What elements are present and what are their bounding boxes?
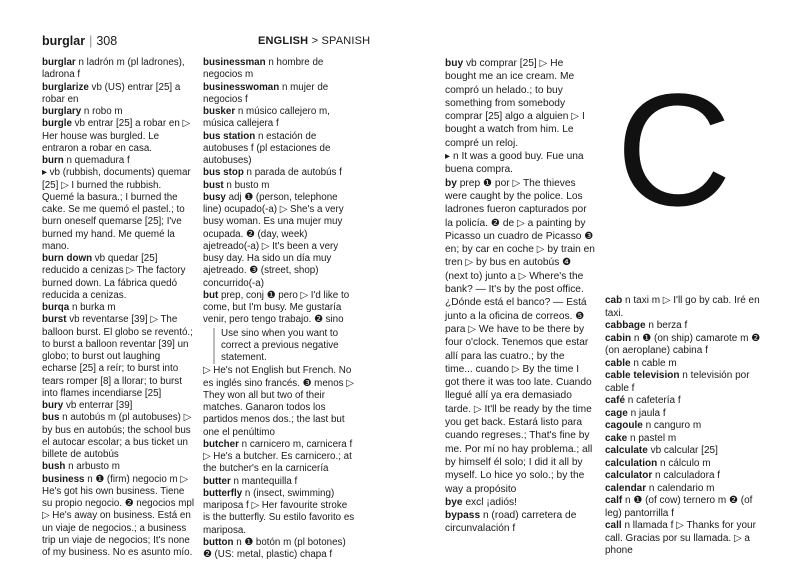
page-number: 308 <box>96 34 118 48</box>
entry-burglar: burglar n ladrón m (pl ladrones), ladrona f <box>42 57 185 81</box>
entry-by: by prep ❶ por ▷ The thieves were caught by the police. Los ladrones fueron capturados por la policía. ❷ de ▷ a painting by Picasso un cuadro de Picasso ❸ en; by car en coche ▷ by train en tren ▷ by bus en autobús ❹ (next to) junto a ▷ Where's the bank? — It's by the post office. ¿Dónde está el banco? — Está junto a la oficina de correos. ❺ para ▷ We have to be there by four o'clock. Tenemos que estar allí para las cuatro.; by the time... cuando ▷ By the time I got there it was too late. Cuando llegué allí ya era demasiado tarde. ▷ It'll be ready by the time you get back. Estará listo para cuando regreses.; That's fine by me. Por mí no hay problema.; all by himself él solo; I did it all by myself. Lo hice yo solo.; by the way a propósito <box>445 177 595 495</box>
entry-buy: buy vb comprar [25] ▷ He bought me an ice cream. Me compró un helado.; to buy something from somebody comprar [25] algo a alguien ▷ I bought a watch from him. Le compré un reloj. <box>445 58 585 149</box>
entry-button: button n ❶ botón m (pl botones) ❷ (US: metal, plastic) chapa f <box>203 536 346 560</box>
entry-buy-noun: ▸ n It was a good buy. Fue una buena compra. <box>445 151 584 176</box>
entry-butterfly: butterfly n (insect, swimming) mariposa f ▷ Her favourite stroke is the butterfly. Su estilo favorito es mariposa. <box>203 487 355 536</box>
entry-busy: busy adj ❶ (person, telephone line) ocupado(-a) ▷ She's a very busy woman. Es una mujer muy ocupada. ❷ (day, week) ajetreado(-a) ▷ It's been a very busy day. Ha sido un día muy ajetreado. ❸ (street, shop) concurrido(-a) <box>203 191 344 289</box>
entry-busker: busker n músico callejero m, música callejera f <box>203 106 330 130</box>
entry-cafe: café n cafetería f <box>605 395 681 406</box>
entry-burn-verb: ▸ vb (rubbish, documents) quemar [25] ▷ I burned the rubbish. Quemé la basura.; I burned the cake. Se me quemó el pastel.; to burn oneself quemarse [25]; I've burned my hand. Me quemé la mano. <box>42 167 191 252</box>
column-4 <box>605 295 765 558</box>
column-2 <box>203 57 356 561</box>
entry-butcher: butcher n carnicero m, carnicera f ▷ He's a butcher. Es carnicero.; at the butcher's en la carnicería <box>203 438 353 475</box>
entry-burqa: burqa n burka m <box>42 302 116 313</box>
entry-calculation: calculation n cálculo m <box>605 457 711 469</box>
running-headword: burglar <box>42 34 86 48</box>
entry-bury: bury vb enterrar [39] <box>42 400 133 411</box>
entry-burn-down: burn down vb quedar [25] reducido a cenizas ▷ The factory burned down. La fábrica quedó reducida a cenizas. <box>42 253 186 301</box>
section-letter: C <box>616 60 732 239</box>
entry-cabin: cabin n ❶ (on ship) camarote m ❷ (on aeroplane) cabina f <box>605 332 761 356</box>
entry-bush: bush n arbusto m <box>42 461 120 473</box>
entry-calendar: calendar n calendario m <box>605 482 715 494</box>
entry-but-continued: ▷ He's not English but French. No es inglés sino francés. ❸ menos ▷ They won all but two of their matches. Ganaron todos los partidos menos dos.; the last but one el penúltimo <box>203 365 354 438</box>
entry-businessman: businessman n hombre de negocios m <box>203 57 324 81</box>
entry-cabbage: cabbage n berza f <box>605 320 688 331</box>
entry-call: call n llamada f ▷ Thanks for your call. Gracias por su llamada. ▷ a phone <box>605 520 756 556</box>
entry-cable: cable n cable m <box>605 357 677 369</box>
entry-cab: cab n taxi m ▷ I'll go by cab. Iré en taxi. <box>605 295 760 319</box>
section-target-lang: SPANISH <box>321 35 371 47</box>
section-label <box>258 35 370 47</box>
running-head <box>42 34 117 48</box>
entry-bypass: bypass n (road) carretera de circunvalación f <box>445 510 577 535</box>
entry-calf: calf n ❶ (of cow) ternero m ❷ (of leg) pantorrilla f <box>605 495 753 519</box>
entry-calculator: calculator n calculadora f <box>605 470 721 481</box>
header-separator: | <box>89 34 93 48</box>
entry-bust: bust n busto m <box>203 179 270 191</box>
entry-cagoule: cagoule n canguro m <box>605 420 702 431</box>
entry-burglarize: burglarize vb (US) entrar [25] a robar en <box>42 81 181 105</box>
usage-note: Use sino when you want to correct a previous negative statement. <box>213 328 356 365</box>
column-1 <box>42 57 195 559</box>
entry-business: business n ❶ (firm) negocio m ▷ He's got his own business. Tiene su propio negocio. ❷ negocios mpl ▷ He's away on business. Está en un viaje de negocios.; a business trip un viaje de negocios; It's none of my business. No es asunto mío. <box>42 473 195 558</box>
entry-cake: cake n pastel m <box>605 432 677 444</box>
entry-businesswoman: businesswoman n mujer de negocios f <box>203 81 329 105</box>
entry-calculate: calculate vb calcular [25] <box>605 445 718 456</box>
entry-burglary: burglary n robo m <box>42 106 123 117</box>
entry-burst: burst vb reventarse [39] ▷ The balloon burst. El globo se reventó.; to burst a balloon reventar [39] un globo; to burst out laughing echarse [25] a reír; to burst into tears romper [8] a llorar; to burst into flames incendiarse [25] <box>42 314 193 399</box>
section-arrow: > <box>311 35 319 47</box>
column-3 <box>445 57 595 536</box>
section-source-lang: ENGLISH <box>258 35 309 47</box>
entry-burn: burn n quemadura f <box>42 155 130 166</box>
entry-cage: cage n jaula f <box>605 407 666 419</box>
entry-bus: bus n autobús m (pl autobuses) ▷ by bus en autobús; the school bus el autocar escolar; a bus ticket un billete de autobús <box>42 412 192 460</box>
entry-bus-station: bus station n estación de autobuses f (pl estaciones de autobuses) <box>203 130 331 166</box>
entry-cable-television: cable television n televisión por cable f <box>605 370 750 394</box>
entry-burgle: burgle vb entrar [25] a robar en ▷ Her house was burgled. Le entraron a robar en casa. <box>42 118 191 154</box>
entry-bus-stop: bus stop n parada de autobús f <box>203 167 342 179</box>
entry-but: but prep, conj ❶ pero ▷ I'd like to come, but I'm busy. Me gustaría venir, pero tengo trabajo. ❷ sino <box>203 289 350 326</box>
entry-butter: butter n mantequilla f <box>203 475 298 487</box>
entry-bye: bye excl ¡adiós! <box>445 496 517 508</box>
